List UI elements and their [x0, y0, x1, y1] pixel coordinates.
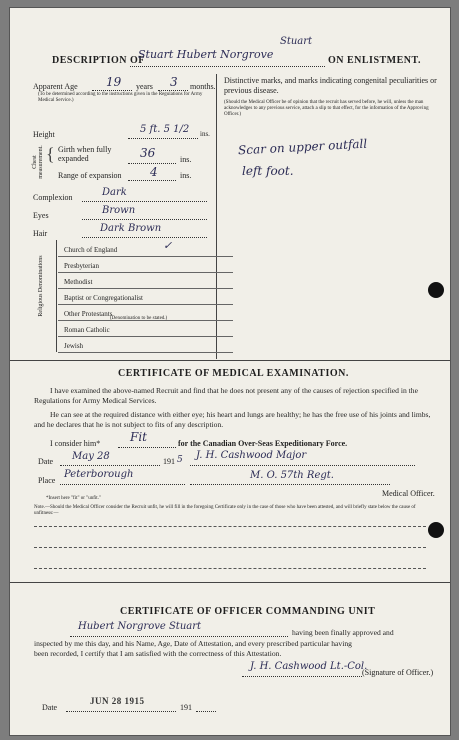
religion-row [58, 239, 233, 257]
commanding-signature-label: (Signature of Officer.) [362, 668, 434, 677]
commanding-date-line [66, 711, 176, 712]
age-label: Apparent Age [33, 82, 78, 91]
hair-label: Hair [33, 229, 48, 238]
name-underline [130, 66, 325, 67]
religion-row-value: ✓ [163, 239, 173, 252]
range-value: 4 [150, 165, 158, 179]
place-value: Peterborough [64, 469, 134, 480]
religion-bracket [56, 240, 57, 352]
commanding-title: CERTIFICATE OF OFFICER COMMANDING UNIT [120, 606, 376, 617]
religious-denominations-label: Religious Denominations [38, 255, 44, 317]
religion-row-label: Jewish [64, 342, 84, 350]
religion-row-label: Other Protestants [64, 310, 113, 318]
complexion-label: Complexion [33, 193, 73, 202]
medical-date-line [60, 465, 160, 466]
commanding-top-rule [10, 582, 450, 583]
religion-row-label: Baptist or Congregationalist [64, 294, 143, 302]
recruit-name-handwritten: Stuart Hubert Norgrove [138, 48, 274, 61]
religion-row-label: Church of England [64, 246, 118, 254]
consider-label: I consider him* [50, 439, 101, 448]
years-label: years [136, 82, 153, 91]
commanding-date-label: Date [42, 703, 58, 712]
medical-officer-label: Medical Officer. [382, 489, 435, 498]
range-unit: ins. [180, 171, 192, 180]
place-line [60, 484, 185, 485]
unfitness-note: Note.—Should the Medical Officer consider the Recruit unfit, he will fill in the foregoing Certificate only in the case of those who have been attested, and will briefly state below the cause of unfitness:— [34, 505, 416, 516]
hair-value: Dark Brown [100, 223, 162, 234]
insert-note: *Insert here "fit" or "unfit." [46, 496, 101, 501]
eyes-label: Eyes [33, 211, 49, 220]
medical-para2: He can see at the required distance with either eye; his heart and lungs are healthy; he has the free use of his joints and limbs, and he declares that he is not subject to fits of any description. [34, 410, 431, 429]
age-months-line [158, 90, 188, 91]
religion-row [58, 322, 233, 337]
girth-line [128, 163, 176, 164]
girth-unit: ins. [180, 155, 192, 164]
unfitness-line-2 [34, 547, 426, 548]
distinctive-marks-line1: Scar on upper outfall [237, 136, 368, 158]
commanding-year-label: 191 [180, 703, 192, 712]
medical-year-value: 5 [177, 455, 183, 465]
chest-measurement-label: Chest measurement. [32, 145, 44, 179]
commanding-para-c: been recorded, I certify that I am satisfied with the correctness of this Attestation. [34, 649, 282, 658]
religion-row [58, 338, 233, 353]
unfitness-line-3 [34, 568, 426, 569]
commanding-officer-signature: J. H. Cashwood Lt.-Col. [250, 661, 368, 672]
age-years-line [92, 90, 132, 91]
medical-para1: I have examined the above-named Recruit and find that he does not present any of the causes of rejection specified in the Regulations for Army Medical Services. [34, 386, 418, 405]
height-label: Height [33, 130, 55, 139]
attestation-paper-sheet [10, 8, 450, 735]
force-label: for the Canadian Over-Seas Expeditionary Force. [178, 439, 348, 448]
girth-value: 36 [140, 146, 156, 160]
height-unit: ins. [200, 130, 210, 138]
height-line [128, 138, 198, 139]
distinctive-marks-label: Distinctive marks, and marks indicating congenital peculiarities or previous disease. [224, 76, 437, 95]
age-note: (To be determined according to the instructions given in the Regulations for Army Medical Service.) [38, 92, 203, 103]
religion-row-label: Roman Catholic [64, 326, 110, 334]
distinctive-marks-note: (Should the Medical Officer be of opinion that the recruit has served before, he will, unless the man acknowledges to any previous service, attach a slip to that effect, for the information of the Approving Officer.) [224, 100, 429, 117]
commanding-para-a: having been finally approved and [292, 628, 394, 637]
religion-row-label: Presbyterian [64, 262, 99, 270]
unfitness-line-1 [34, 526, 426, 527]
eyes-line [82, 219, 207, 220]
description-prefix: DESCRIPTION OF [52, 55, 145, 66]
medical-officer-rank-line [190, 484, 390, 485]
medical-date-value: May 28 [72, 451, 110, 462]
complexion-value: Dark [102, 187, 127, 198]
commanding-date-stamp: JUN 28 1915 [90, 696, 145, 706]
chest-brace: { [46, 144, 55, 164]
months-label: months. [190, 82, 216, 91]
religion-row [58, 258, 233, 273]
commanding-recruit-signature: Hubert Norgrove Stuart [78, 621, 202, 632]
denomination-note: (Denomination to be stated.) [110, 316, 168, 321]
religion-row-label: Methodist [64, 278, 93, 286]
medical-top-rule [10, 360, 450, 361]
punch-hole-top [428, 282, 444, 298]
consider-line [118, 447, 176, 448]
range-line [128, 180, 176, 181]
description-suffix: ON ENLISTMENT. [328, 55, 421, 66]
medical-year-label: 191 [163, 457, 175, 466]
place-label: Place [38, 476, 56, 485]
commanding-recruit-line [70, 636, 288, 637]
religion-row [58, 274, 233, 289]
hair-line [82, 237, 207, 238]
commanding-signature-line [242, 676, 362, 677]
distinctive-marks-line2: left foot. [242, 164, 294, 178]
height-value: 5 ft. 5 1/2 [140, 124, 190, 135]
girth-label: Girth when fully expanded [58, 145, 112, 163]
commanding-year-line [196, 711, 216, 712]
range-label: Range of expansion [58, 171, 122, 180]
medical-officer-rank: M. O. 57th Regt. [250, 470, 334, 481]
eyes-value: Brown [102, 205, 136, 216]
age-months-value: 3 [170, 75, 178, 89]
medical-date-label: Date [38, 457, 54, 466]
medical-title: CERTIFICATE OF MEDICAL EXAMINATION. [118, 368, 349, 379]
commanding-para-b: inspected by me this day, and his Name, Age, Date of Attestation, and every prescribed particular having [34, 639, 352, 648]
medical-officer-signature: J. H. Cashwood Major [196, 450, 307, 461]
medical-officer-signature-line [190, 465, 415, 466]
complexion-line [82, 201, 207, 202]
name-insert-handwritten: Stuart [280, 36, 313, 47]
consider-value: Fit [130, 430, 147, 444]
punch-hole-bottom [428, 522, 444, 538]
religion-row [58, 290, 233, 305]
age-years-value: 19 [106, 75, 122, 89]
